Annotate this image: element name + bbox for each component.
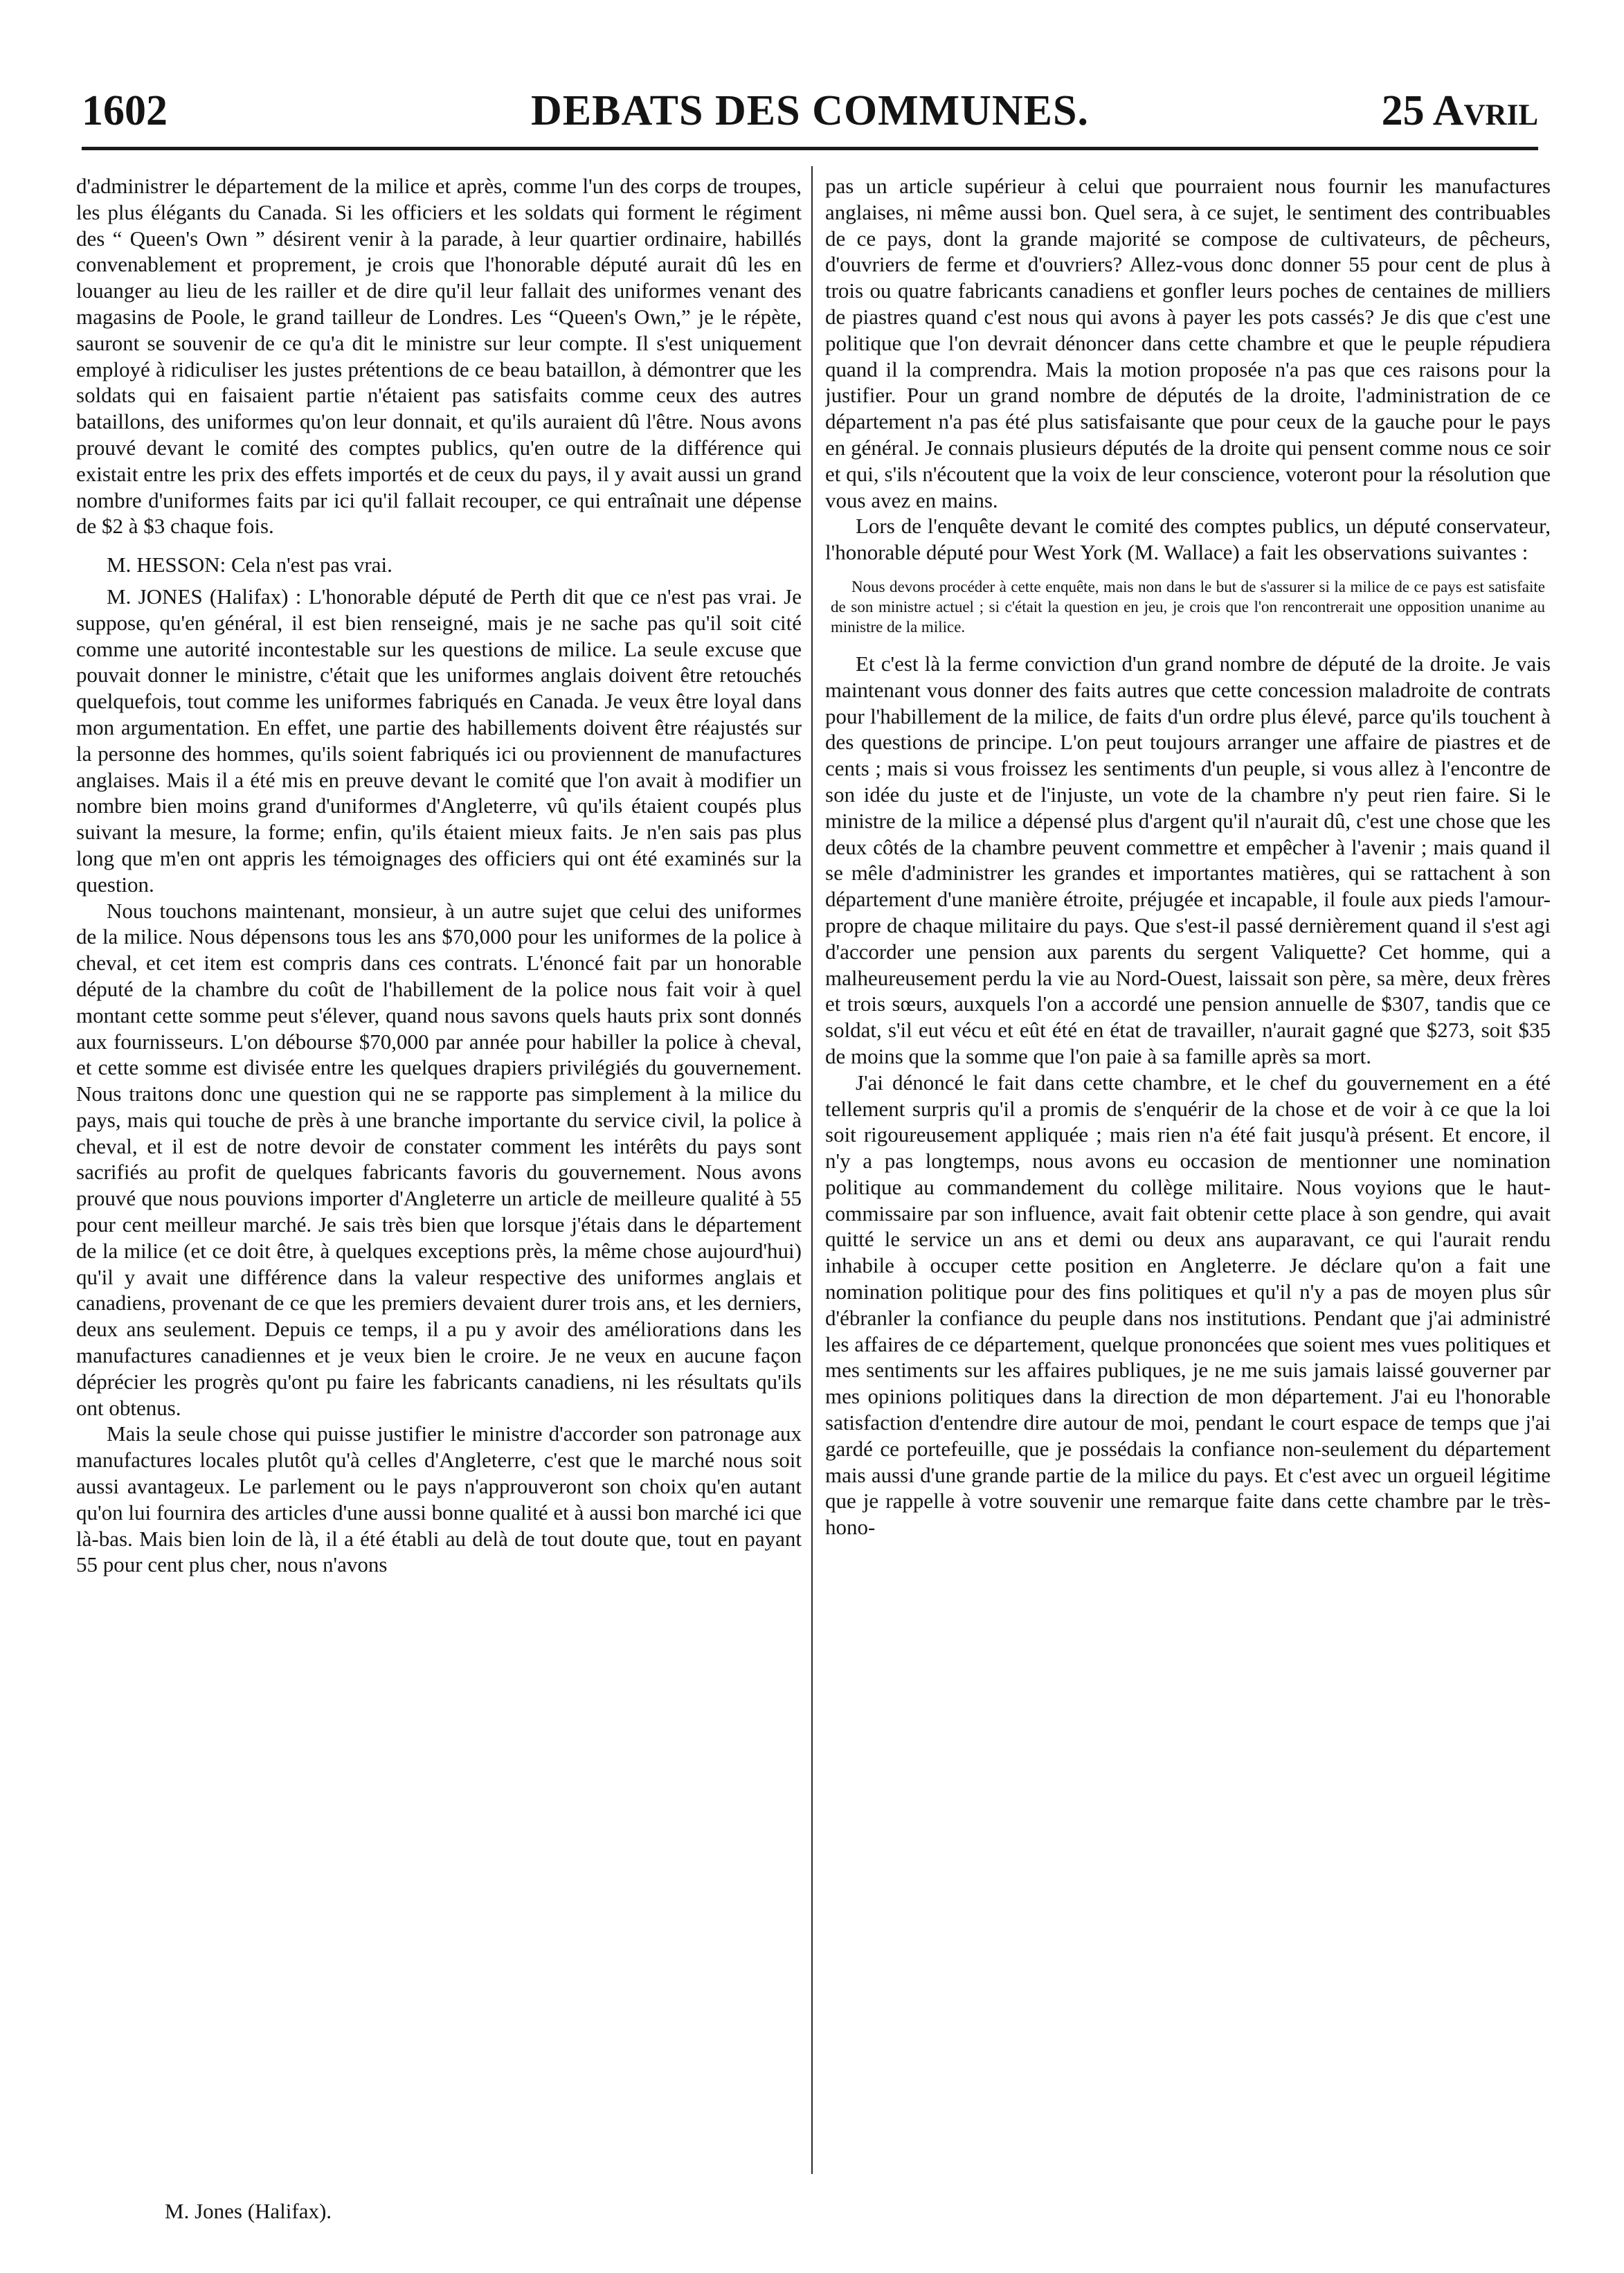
speaker-paragraph: M. JONES (Halifax) : L'honorable député de Perth dit que ce n'est pas vrai. Je suppose, qu'en général, il est bien renseigné, mais je ne sache pas qu'il soit cité comme une autorité incontestable sur les questions de milice. La seule excuse que pouvait donner le ministre, c'était que les uniformes anglais doivent être retouchés quelquefois, tout comme les uniformes fabriqués en Canada. Je veux être loyal dans mon argumentation. En effet, une partie des habillements doivent être réajustés sur la personne des hommes, qu'ils soient fabriqués ici ou proviennent de manufactures anglaises. Mais il a été mis en preuve devant le comité que l'on avait à modifier un nombre bien moins grand d'uniformes d'Angleterre, vû qu'ils étaient coupés plus suivant la mesure, la forme; enfin, qu'ils étaient mieux faits. Je n'en sais pas plus long que m'en ont appris les témoignages des officiers qui ont été examinés sur la question. bbox=[76, 584, 802, 897]
left-column bbox=[76, 173, 802, 2222]
paragraph: J'ai dénoncé le fait dans cette chambre, et le chef du gouvernement en a été tellement surpris qu'il a promis de s'enquérir de la chose et de voir à ce que la loi soit rigoureusement appliquée ; mais rien n'a été fait jusqu'à présent. Et encore, il n'y a pas longtemps, nous avons eu occasion de mentionner une nomination politique au commandement du collège militaire. Nous voyions que le haut-commissaire par son influence, avait fait obtenir cette place à son gendre, qui avait quitté le service un ans et demi ou deux ans auparavant, ce qui l'aurait rendu inhabile à occuper cette position en Angleterre. Je déclare qu'on a fait une nomination politique pour des fins politiques et qu'il n'y a pas de moyen plus sûr d'ébranler la confiance du peuple dans nos institutions. Pendant que j'ai administré les affaires de ce département, quelque prononcées que soient mes vues politiques et mes sentiments sur les affaires publiques, je ne me suis jamais laissé gouverner par mes opinions politiques dans la direction de mon département. J'ai eu l'honorable satisfaction d'entendre dire autour de moi, pendant le court espace de temps que j'ai gardé ce portefeuille, que je possédais la confiance non-seulement du département mais aussi d'une grande partie de la milice du pays. Et c'est avec un orgueil légitime que je rappelle à votre souvenir une remarque faite dans cette chambre par le très-hono- bbox=[825, 1070, 1551, 1540]
paragraph: Nous touchons maintenant, monsieur, à un autre sujet que celui des uniformes de la milice. Nous dépensons tous les ans $70,000 pour les uniformes de la police à cheval, et cet item est compris dans ces contrats. L'énoncé fait par un honorable député de la chambre du coût de l'habillement de la police nous fait voir à quel montant cette somme peut s'élever, quand nous savons quels hauts prix sont donnés aux fournisseurs. L'on débourse $70,000 par année pour habiller la police à cheval, et cette somme est divisée entre les quelques drapiers privilégiés du gouvernement. Nous traitons donc une question qui ne se rapporte pas simplement à la milice du pays, mais qui touche de près à une branche importante du service civil, la police à cheval, et il est de notre devoir de constater comment les intérêts du pays sont sacrifiés au profit de quelques fabricants favoris du gouvernement. Nous avons prouvé que nous pouvions importer d'Angleterre un article de meilleure qualité à 55 pour cent meilleur marché. Je sais très bien que lorsque j'étais dans le département de la milice (et ce doit être, à quelques exceptions près, la même chose aujourd'hui) qu'il y avait une différence dans la valeur respective des uniformes anglais et canadiens, provenant de ce que les premiers devaient durer trois ans, et les derniers, deux ans seulement. Depuis ce temps, il a pu y avoir des améliorations dans les manufactures canadiennes et je veux bien le croire. Je ne veux en aucune façon déprécier les progrès qu'ont pu faire les fabricants canadiens, ni les résultats qu'ils ont obtenus. bbox=[76, 898, 802, 1420]
speaker-paragraph: M. HESSON: Cela n'est pas vrai. bbox=[107, 552, 393, 577]
paragraph: d'administrer le département de la milice et après, comme l'un des corps de troupes, les plus élégants du Canada. Si les officiers et les soldats qui forment le régiment des “ Queen's Own ” désirent venir à la parade, à leur quartier ordinaire, habillés convenablement et proprement, je crois que l'honorable député aurait dû les en louanger au lieu de les railler et de dire qu'il leur fallait des uniformes venant des magasins de Poole, le grand tailleur de Londres. Les “Queen's Own,” je le répète, sauront se souvenir de ce qu'a dit le ministre sur leur compte. Il s'est uniquement employé à ridiculiser les justes prétentions de ce beau bataillon, à démontrer que les soldats qui en faisaient partie n'étaient pas satisfaits comme ceux des autres bataillons, des uniformes qu'on leur donnait, et qu'ils auraient dû l'être. Nous avons prouvé devant le comité des comptes publics, qu'en outre de la différence qui existait entre les prix des effets importés et de ceux du pays, il y avait aussi un grand nombre d'uniformes faits par ici qu'il fallait recouper, ce qui entraînait une dépense de $2 à $3 chaque fois. bbox=[76, 174, 802, 539]
header-rule bbox=[82, 147, 1538, 150]
paragraph: Et c'est là la ferme conviction d'un grand nombre de député de la droite. Je vais maintenant vous donner des faits autres que cette concession maladroite de contrats pour l'habillement de la milice, de faits d'un ordre plus élevé, parce qu'ils touchent à des questions de principe. L'on peut toujours arranger une affaire de piastres et de cents ; mais si vous froissez les sentiments d'un peuple, si vous allez à l'encontre de son idée du juste et de l'injuste, un vote de la chambre n'y peut rien faire. Si le ministre de la milice a dépensé plus d'argent qu'il n'aurait dû, c'est une chose que les deux côtés de la chambre peuvent commettre et empêcher à l'avenir ; mais quand il se mêle d'administrer les grandes et importantes matières, qui se rattachent à son département d'une manière étroite, préjugée et incapable, il foule aux pieds l'amour-propre de chaque militaire du pays. Que s'est-il passé dernièrement quand il s'est agi d'accorder une pension aux parents du sergent Valiquette? Cet homme, qui a malheureusement perdu la vie au Nord-Ouest, laissait son père, sa mère, deux frères et trois sœurs, auxquels l'on a accordé une pension annuelle de $307, tandis que ce soldat, s'il eut vécu et eût été en état de travailler, n'aurait gagné que $273, soit $35 de moins que la somme que l'on paie à sa famille après sa mort. bbox=[825, 651, 1551, 1068]
footer-speaker-name: M. Jones (Halifax). bbox=[165, 2199, 332, 2223]
page-date: 25 Avril bbox=[1381, 87, 1538, 134]
page-title: DEBATS DES COMMUNES. bbox=[530, 87, 1090, 134]
right-column bbox=[825, 173, 1551, 2222]
block-quote: Nous devons procéder à cette enquête, mais non dans le but de s'assurer si la milice de ce pays est satisfaite de son ministre actuel ; si c'était la question en jeu, je crois que l'on rencontrerait une opposition unanime au ministre de la milice. bbox=[831, 577, 1545, 636]
paragraph: Mais la seule chose qui puisse justifier le ministre d'accorder son patronage aux manufactures locales plutôt qu'à celles d'Angleterre, c'est que le marché nous soit aussi avantageux. Le parlement ou le pays n'approuveront son choix qu'en autant qu'on lui fournira des articles d'une aussi bonne qualité et à aussi bon marché ici que là-bas. Mais bien loin de là, il a été établi au delà de tout doute que, tout en payant 55 pour cent plus cher, nous n'avons bbox=[76, 1421, 802, 1577]
paragraph: Lors de l'enquête devant le comité des comptes publics, un député conservateur, l'honorable député pour West York (M. Wallace) a fait les observations suivantes : bbox=[825, 514, 1551, 565]
page-header bbox=[82, 82, 1538, 140]
column-divider bbox=[811, 166, 813, 2174]
paragraph: pas un article supérieur à celui que pourraient nous fournir les manufactures anglaises, ni même aussi bon. Quel sera, à ce sujet, le sentiment des contribuables de ce pays, dont la grande majorité se compose de cultivateurs, de pêcheurs, d'ouvriers de ferme et d'ouvriers? Allez-vous donc donner 55 pour cent de plus à trois ou quatre fabricants canadiens et gonfler leurs poches de centaines de milliers de piastres quand c'est nous qui avons à payer les pots cassés? Je dis que c'est une politique que l'on devrait dénoncer dans cette chambre et que le peuple répudiera quand il la comprendra. Mais la motion proposée n'a pas que ces raisons pour la justifier. Pour un grand nombre de députés de la droite, l'administration de ce département n'a pas été plus satisfaisante que pour ceux de la gauche pour le pays en général. Je connais plusieurs députés de la droite qui pensent comme nous ce soir et qui, s'ils n'écoutent que la voix de leur conscience, voteront pour la résolution que vous avez en mains. bbox=[825, 174, 1551, 512]
page-number: 1602 bbox=[82, 87, 168, 134]
